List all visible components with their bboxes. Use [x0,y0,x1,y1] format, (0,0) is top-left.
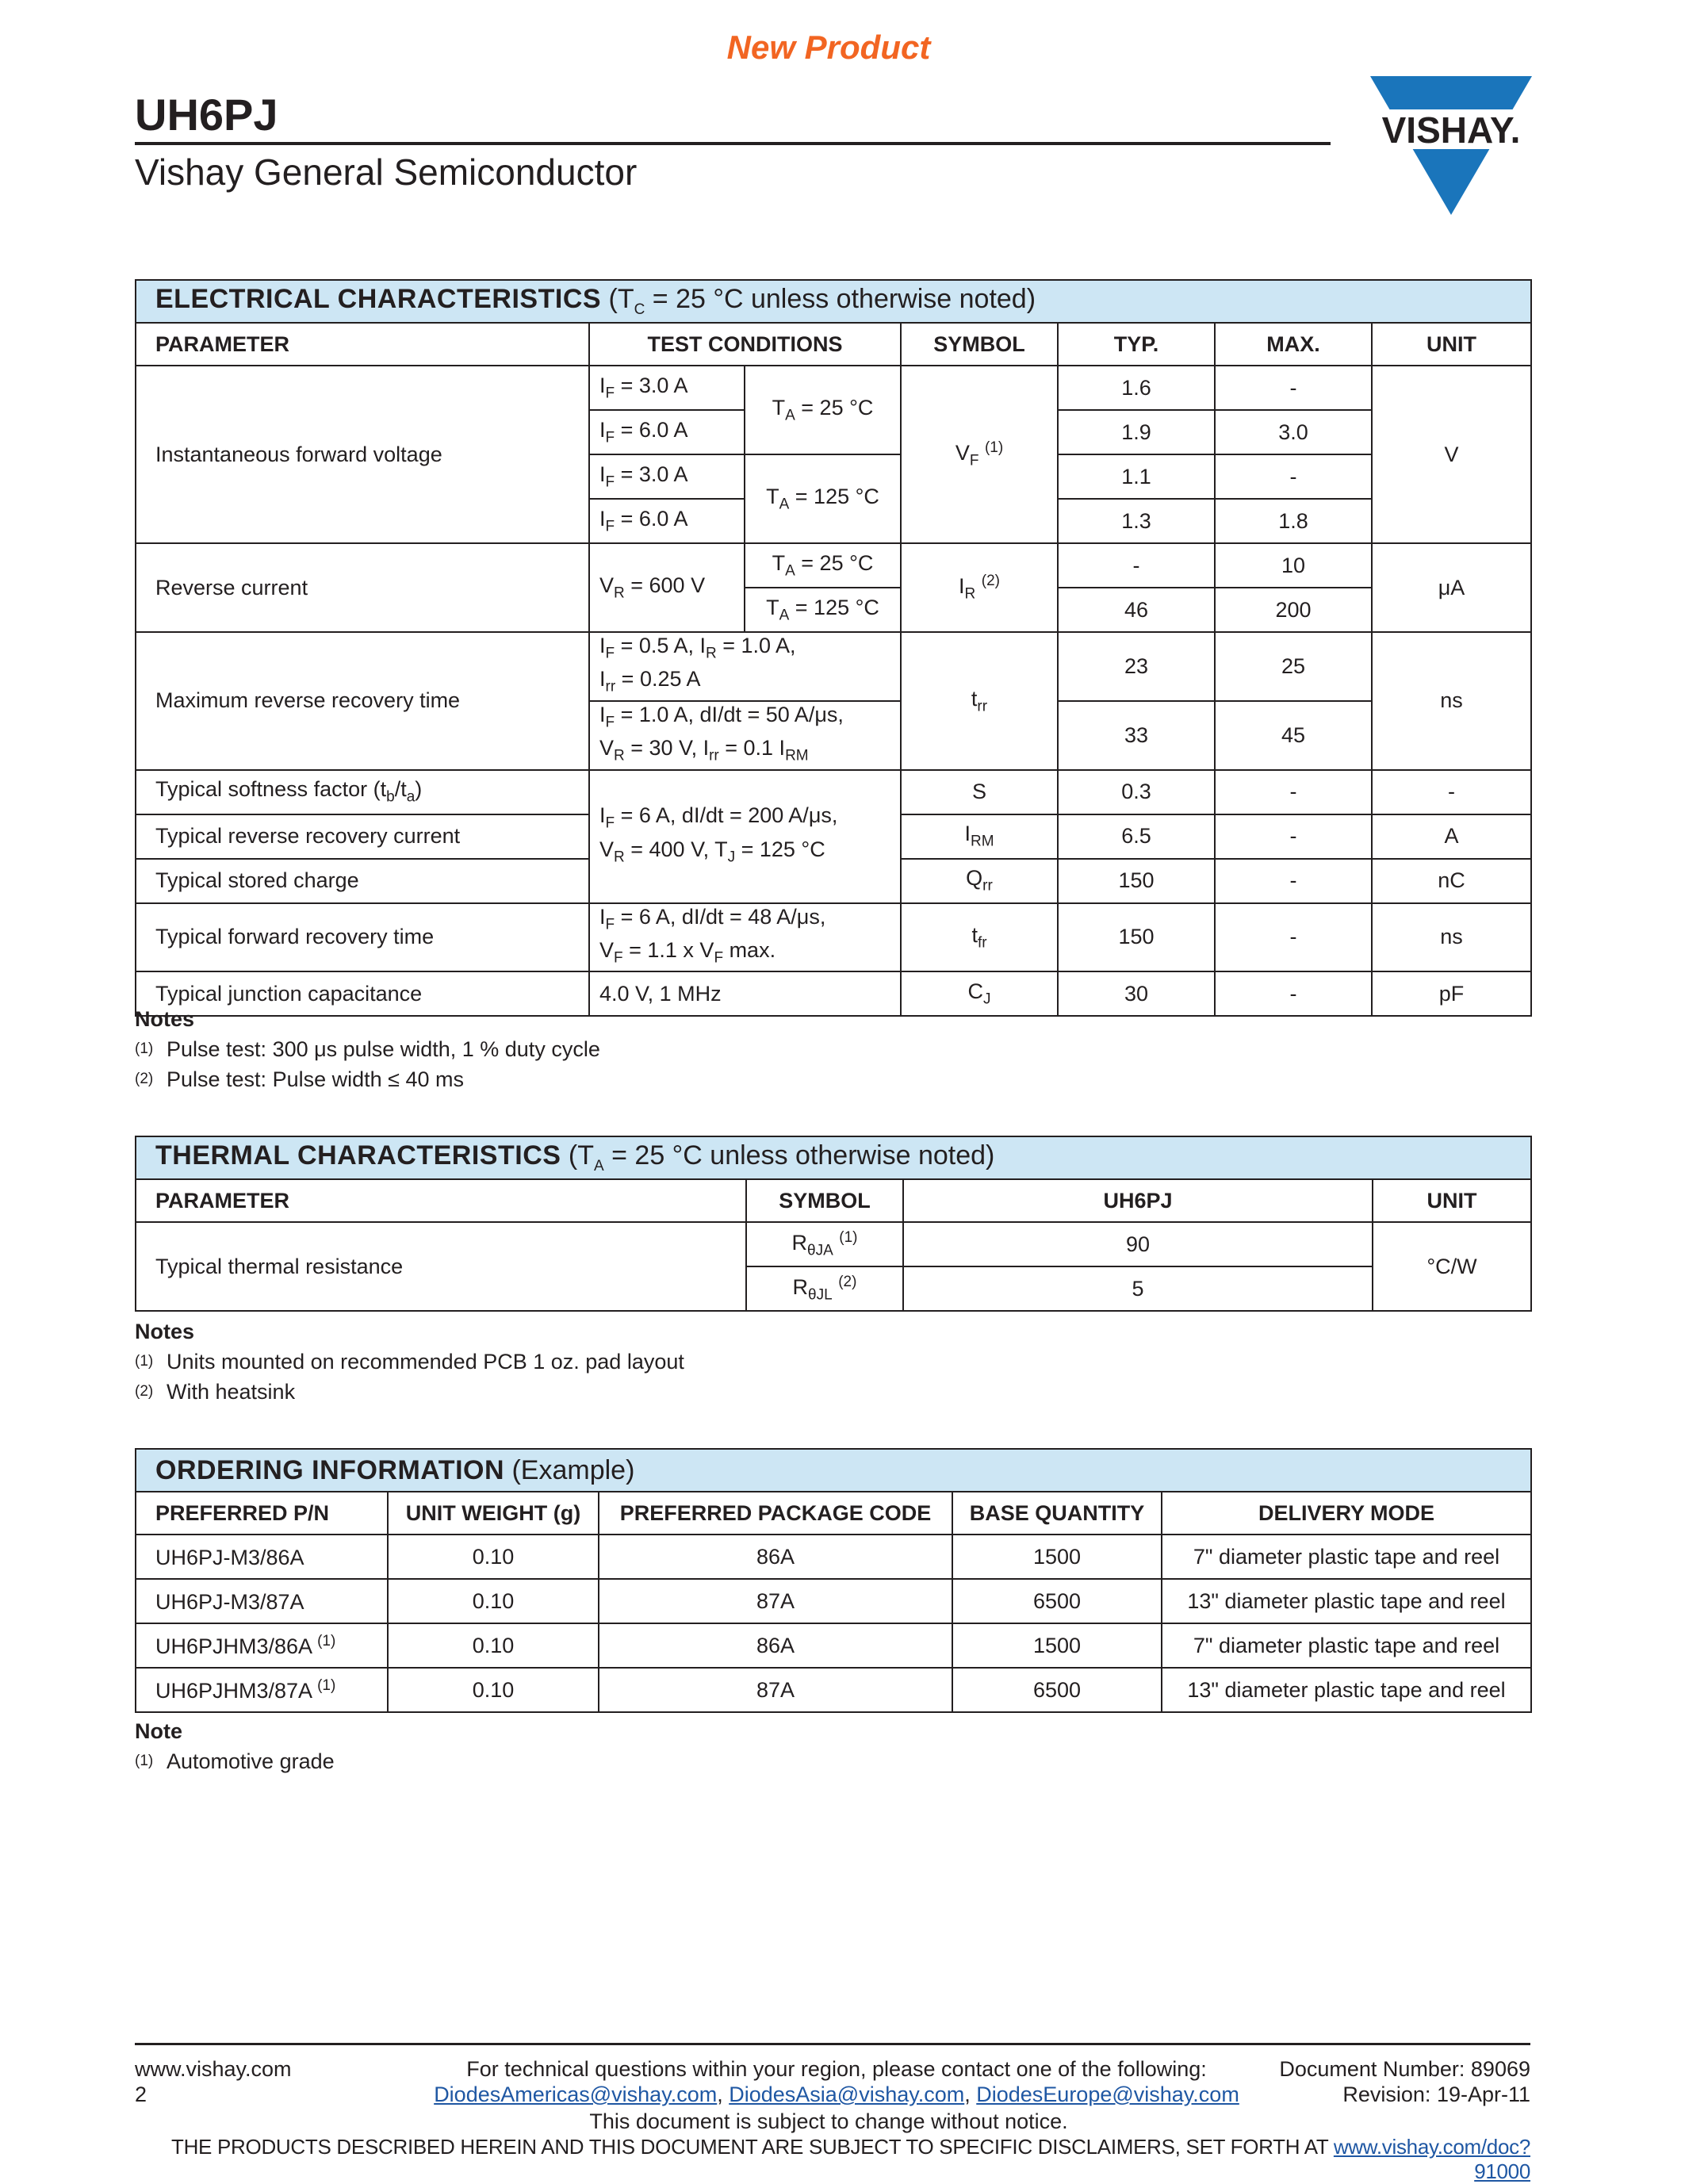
vishay-logo-icon [1364,76,1538,215]
param-forward-recovery-time: Typical forward recovery time [136,903,589,972]
qty-cell: 1500 [952,1535,1162,1579]
param-softness-factor: Typical softness factor $(t_b/t_a)$ [136,770,589,814]
condition-cell: $I_F = 6.0$ A [589,410,745,454]
typ-cell: 150 [1058,903,1215,972]
note-item: (1) Units mounted on recommended PCB 1 oz. pad layout [135,1350,684,1374]
col-header-unit-weight: UNIT WEIGHT (g) [388,1492,599,1535]
revision: Revision: 19-Apr-11 [1342,2082,1530,2106]
electrical-characteristics-table [135,279,1532,1017]
condition-cell: $T_A = 25$ °C [745,366,901,454]
disclaimer-link[interactable]: www.vishay.com/doc?91000 [1333,2135,1530,2183]
table-row [136,903,1531,972]
typ-cell: 1.6 [1058,366,1215,410]
pn-cell: UH6PJHM3/87A $^{(1)}$ [136,1668,388,1712]
weight-cell: 0.10 [388,1668,599,1712]
param-reverse-current: Reverse current [136,543,589,632]
condition-cell: $I_F = 6$ A, dI/dt = 200 A/μs, $V_R = 400$ V, $T_J = 125$ °C [589,770,901,903]
condition-cell: $I_F = 6$ A, dI/dt = 48 A/μs, $V_F = 1.1$ x $V_F$ max. [589,903,901,972]
col-header-max: MAX. [1215,323,1372,366]
param-forward-voltage: Instantaneous forward voltage [136,366,589,543]
footer-emails: DiodesAmericas@vishay.com, DiodesAsia@vishay.com, DiodesEurope@vishay.com [434,2082,1239,2106]
unit-cell: ns [1372,632,1531,770]
typ-cell: 0.3 [1058,770,1215,814]
table-row [136,1535,1531,1579]
typ-cell: 1.1 [1058,454,1215,499]
table-row [136,632,1531,701]
col-header-parameter: PARAMETER [136,1179,746,1222]
symbol-cell: $R_{\theta JL}$ $^{(2)}$ [746,1266,903,1311]
param-reverse-recovery-time: Maximum reverse recovery time [136,632,589,770]
thermal-notes [135,1316,684,1407]
mode-cell: 7" diameter plastic tape and reel [1162,1623,1531,1668]
symbol-cell: $I_R$ $^{(2)}$ [901,543,1058,632]
note-item: (2) Pulse test: Pulse width ≤ 40 ms [135,1067,464,1091]
condition-cell: $T_A = 125$ °C [745,588,901,632]
condition-cell: $I_F = 0.5$ A, $I_R = 1.0$ A, $I_{rr} = 0.25$ A [589,632,901,701]
condition-cell: $V_R = 600$ V [589,543,745,632]
param-junction-capacitance: Typical junction capacitance [136,971,589,1016]
symbol-cell: S [901,770,1058,814]
footer-rule [135,2043,1530,2045]
weight-cell: 0.10 [388,1535,599,1579]
param-stored-charge: Typical stored charge [136,859,589,903]
typ-cell: 6.5 [1058,814,1215,859]
part-number-title: UH6PJ [135,90,278,140]
condition-cell: $T_A = 25$ °C [745,543,901,588]
typ-cell: 23 [1058,632,1215,701]
pn-cell: UH6PJ-M3/86A [136,1535,388,1579]
code-cell: 87A [599,1579,952,1623]
qty-cell: 6500 [952,1668,1162,1712]
col-header-uh6pj: UH6PJ [903,1179,1373,1222]
param-reverse-recovery-current: Typical reverse recovery current [136,814,589,859]
condition-cell: $I_F = 3.0$ A [589,454,745,499]
unit-cell: μA [1372,543,1531,632]
symbol-cell: $R_{\theta JA}$ $^{(1)}$ [746,1222,903,1266]
unit-cell: nC [1372,859,1531,903]
pn-cell: UH6PJHM3/86A $^{(1)}$ [136,1623,388,1668]
symbol-cell: $C_J$ [901,971,1058,1016]
col-header-preferred-pn: PREFERRED P/N [136,1492,388,1535]
electrical-notes [135,1004,600,1094]
electrical-title: ELECTRICAL CHARACTERISTICS ($T_C = 25$ °C unless otherwise noted) [136,280,1531,323]
thermal-characteristics-table [135,1136,1532,1312]
header-rule [135,142,1331,145]
max-cell: 200 [1215,588,1372,632]
typ-cell: 30 [1058,971,1215,1016]
unit-cell: A [1372,814,1531,859]
company-name: Vishay General Semiconductor [135,151,638,193]
table-row [136,366,1531,410]
document-number: Document Number: 89069 [1279,2057,1530,2081]
notes-title: Notes [135,1007,195,1031]
max-cell: - [1215,366,1372,410]
mode-cell: 13" diameter plastic tape and reel [1162,1668,1531,1712]
max-cell: - [1215,770,1372,814]
condition-cell: $I_F = 3.0$ A [589,366,745,410]
col-header-unit: UNIT [1372,323,1531,366]
code-cell: 87A [599,1668,952,1712]
mode-cell: 13" diameter plastic tape and reel [1162,1579,1531,1623]
mode-cell: 7" diameter plastic tape and reel [1162,1535,1531,1579]
logo-text: VISHAY. [1381,109,1521,151]
typ-cell: - [1058,543,1215,588]
notes-title: Note [135,1719,182,1743]
symbol-cell: $Q_{rr}$ [901,859,1058,903]
typ-cell: 33 [1058,701,1215,770]
condition-cell: $I_F = 1.0$ A, dI/dt = 50 A/μs, $V_R = 30$ V, $I_{rr} = 0.1$ $I_{RM}$ [589,701,901,770]
qty-cell: 6500 [952,1579,1162,1623]
typ-cell: 150 [1058,859,1215,903]
col-header-base-quantity: BASE QUANTITY [952,1492,1162,1535]
thermal-title: THERMAL CHARACTERISTICS ($T_A = 25$ °C unless otherwise noted) [136,1136,1531,1179]
symbol-cell: $t_{rr}$ [901,632,1058,770]
typ-cell: 1.3 [1058,499,1215,543]
col-header-symbol: SYMBOL [901,323,1058,366]
disclaimer: THE PRODUCTS DESCRIBED HEREIN AND THIS DOCUMENT ARE SUBJECT TO SPECIFIC DISCLAIMERS, SET FORTH AT www.vishay.com/doc?91000 [170,2135,1530,2183]
col-header-delivery-mode: DELIVERY MODE [1162,1492,1531,1535]
unit-cell: °C/W [1373,1222,1531,1311]
pn-cell: UH6PJ-M3/87A [136,1579,388,1623]
max-cell: 10 [1215,543,1372,588]
footer-website-link[interactable]: www.vishay.com [135,2057,292,2081]
unit-cell: ns [1372,903,1531,972]
weight-cell: 0.10 [388,1579,599,1623]
ordering-information-table [135,1448,1532,1713]
max-cell: - [1215,903,1372,972]
col-header-typ: TYP. [1058,323,1215,366]
email-americas-link[interactable]: DiodesAmericas@vishay.com [434,2082,718,2106]
col-header-test-conditions: TEST CONDITIONS [589,323,901,366]
max-cell: - [1215,454,1372,499]
email-europe-link[interactable]: DiodesEurope@vishay.com [976,2082,1239,2106]
typ-cell: 46 [1058,588,1215,632]
param-thermal-resistance: Typical thermal resistance [136,1222,746,1311]
table-row [136,543,1531,588]
condition-cell: $I_F = 6.0$ A [589,499,745,543]
table-row [136,770,1531,814]
note-item: (2) With heatsink [135,1380,296,1404]
max-cell: 25 [1215,632,1372,701]
page-number: 2 [135,2082,147,2106]
value-cell: 5 [903,1266,1373,1311]
note-item: (1) Pulse test: 300 μs pulse width, 1 % duty cycle [135,1037,600,1061]
email-asia-link[interactable]: DiodesAsia@vishay.com [729,2082,965,2106]
code-cell: 86A [599,1535,952,1579]
max-cell: - [1215,814,1372,859]
table-row [136,1668,1531,1712]
symbol-cell: $t_{fr}$ [901,903,1058,972]
table-row [136,1623,1531,1668]
col-header-parameter: PARAMETER [136,323,589,366]
max-cell: 3.0 [1215,410,1372,454]
col-header-unit: UNIT [1373,1179,1531,1222]
col-header-symbol: SYMBOL [746,1179,903,1222]
condition-cell: $T_A = 125$ °C [745,454,901,543]
symbol-cell: $V_F$ $^{(1)}$ [901,366,1058,543]
condition-cell: 4.0 V, 1 MHz [589,971,901,1016]
qty-cell: 1500 [952,1623,1162,1668]
code-cell: 86A [599,1623,952,1668]
symbol-cell: $I_{RM}$ [901,814,1058,859]
ordering-title: ORDERING INFORMATION (Example) [136,1449,1531,1492]
max-cell: - [1215,859,1372,903]
max-cell: 1.8 [1215,499,1372,543]
notes-title: Notes [135,1320,195,1343]
max-cell: 45 [1215,701,1372,770]
col-header-package-code: PREFERRED PACKAGE CODE [599,1492,952,1535]
table-row [136,1222,1531,1266]
value-cell: 90 [903,1222,1373,1266]
max-cell: - [1215,971,1372,1016]
unit-cell: - [1372,770,1531,814]
footer-contact-text: For technical questions within your region, please contact one of the following: [466,2057,1207,2081]
typ-cell: 1.9 [1058,410,1215,454]
table-row [136,1579,1531,1623]
note-item: (1) Automotive grade [135,1749,335,1773]
change-notice: This document is subject to change without notice. [589,2109,1068,2133]
weight-cell: 0.10 [388,1623,599,1668]
unit-cell: pF [1372,971,1531,1016]
unit-cell: V [1372,366,1531,543]
ordering-notes [135,1716,335,1776]
new-product-banner: New Product [726,29,931,66]
